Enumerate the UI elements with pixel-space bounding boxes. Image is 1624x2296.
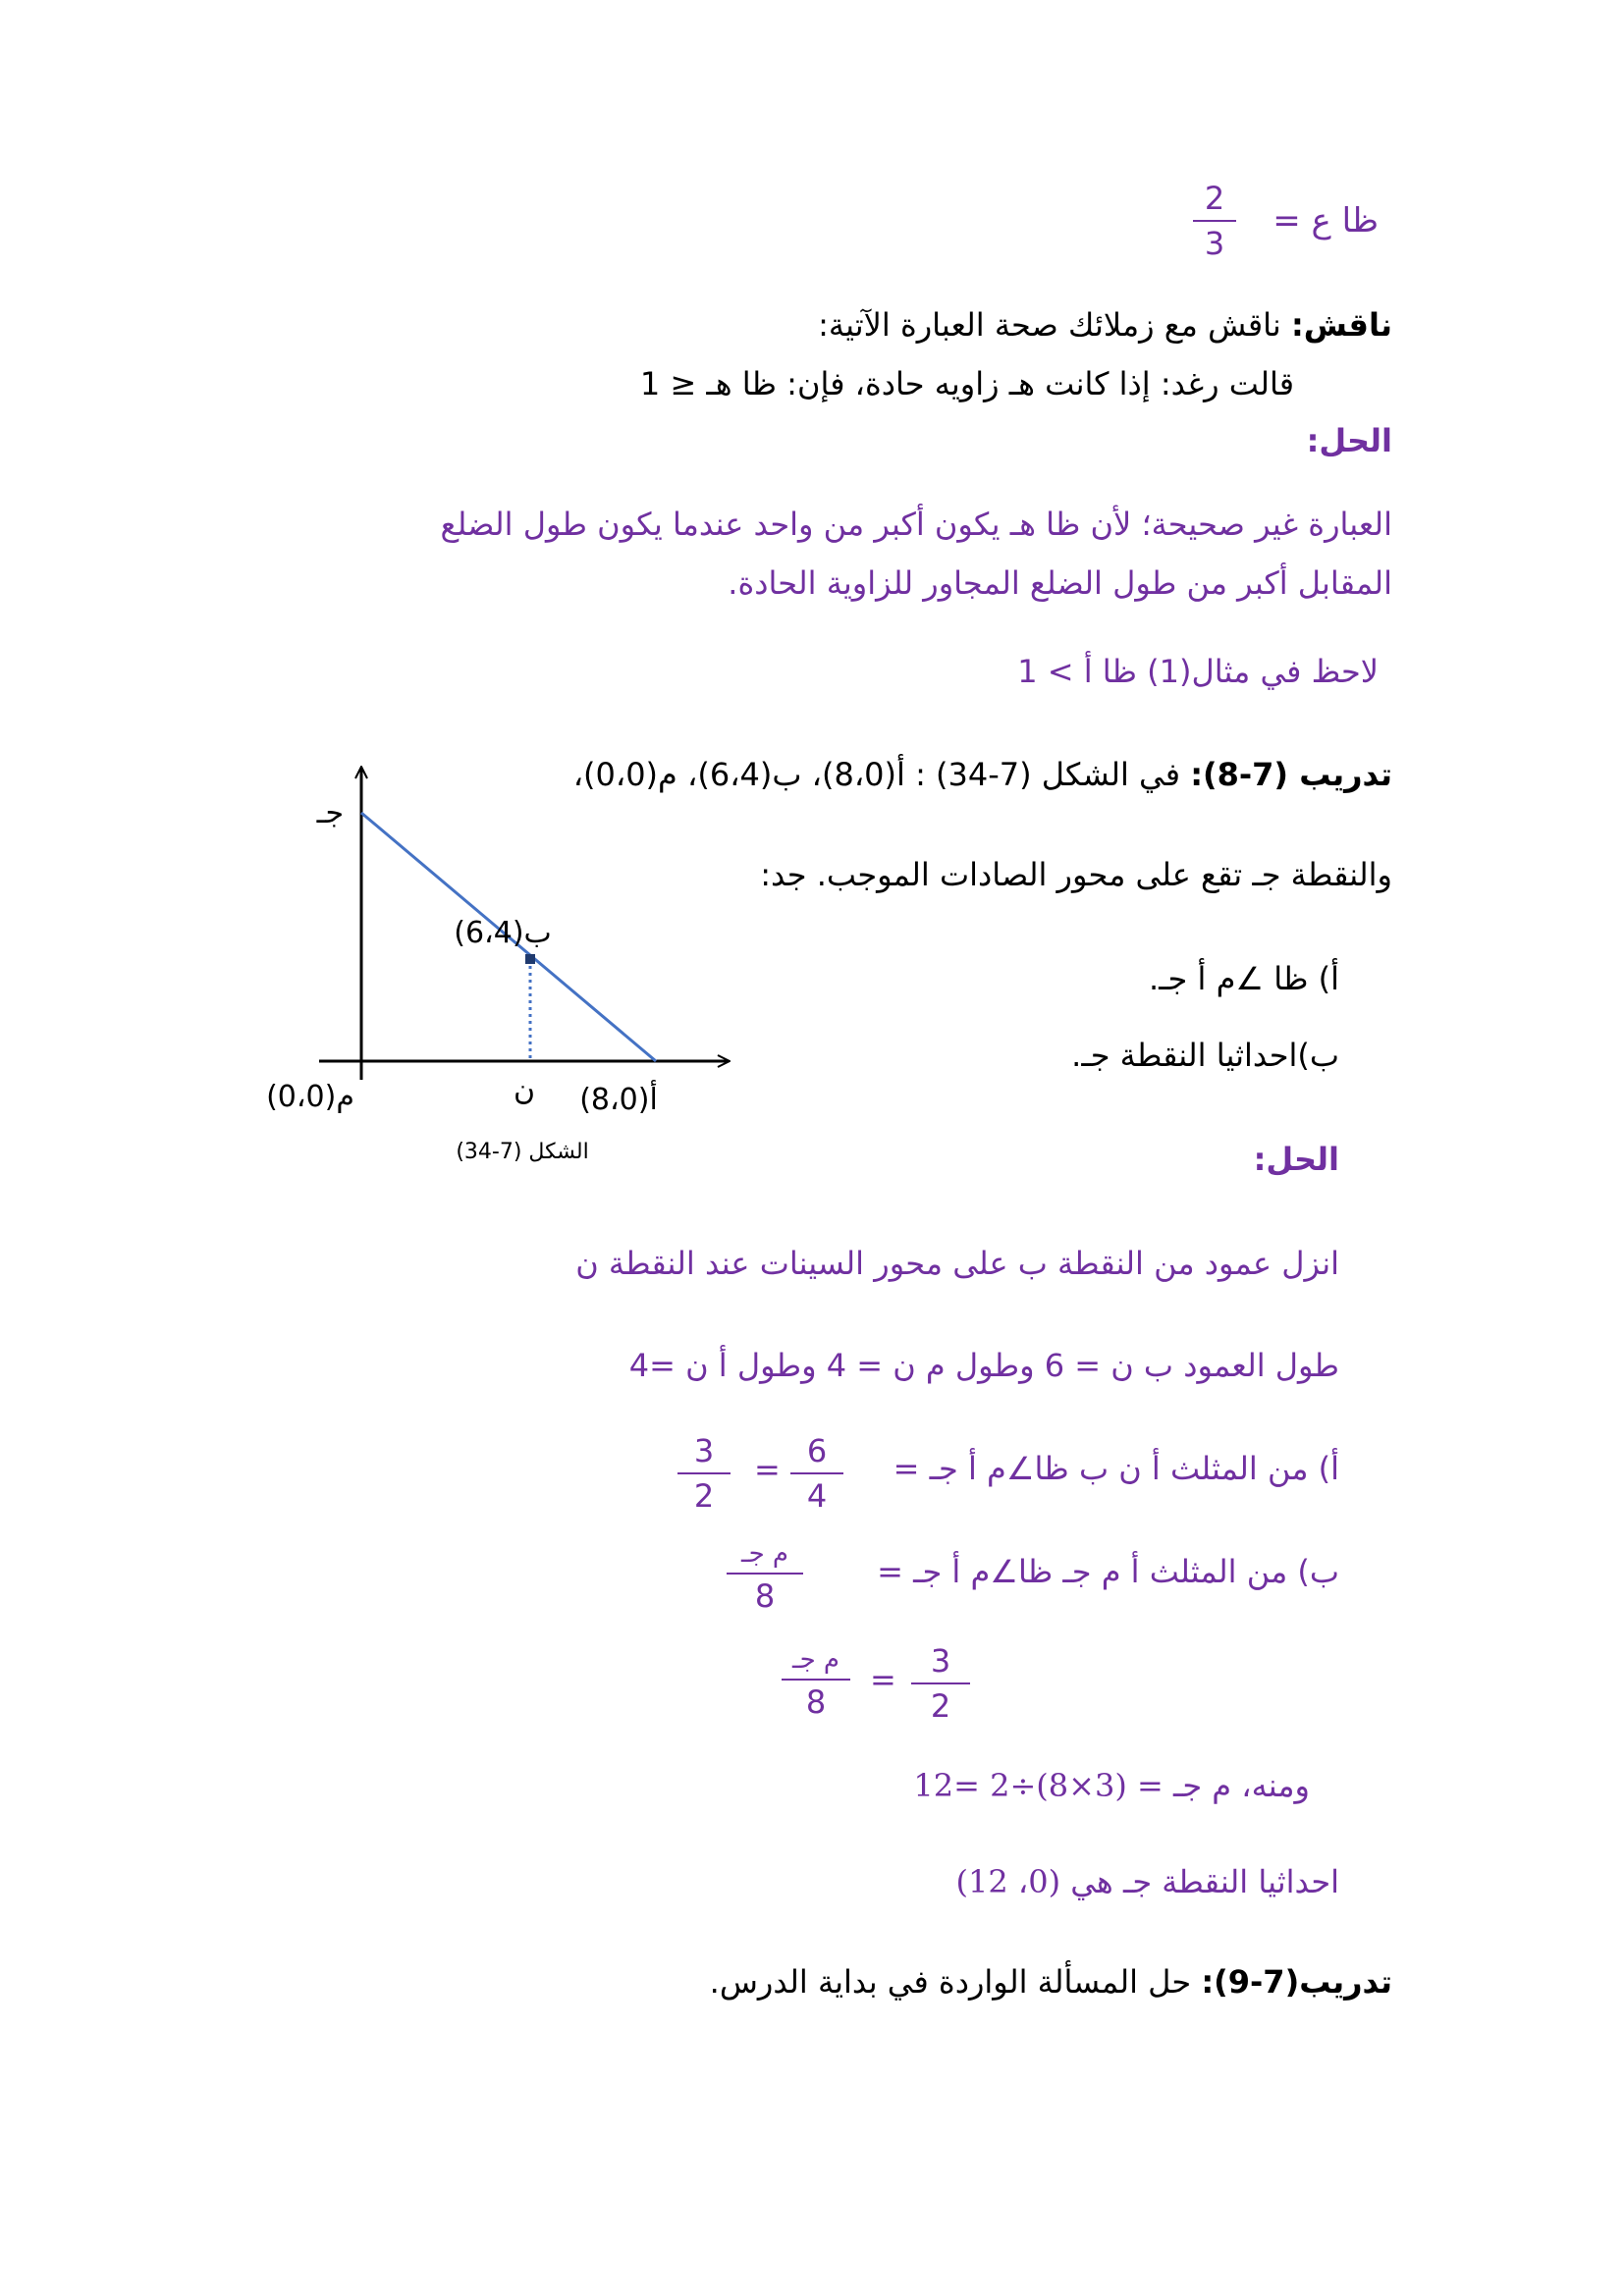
fraction-bar [790, 1472, 843, 1474]
solution2-step4-label: ب) من المثلث أ م جـ ظا∠م أ جـ = [877, 1553, 1339, 1590]
tan-label: ظا ع = [1272, 201, 1379, 240]
step5-f2-den: 2 [930, 1687, 951, 1725]
tan-numerator: 2 [1204, 180, 1225, 217]
exercise8-text: في الشكل (7-34) : أ(8،0)، ب(6،4)، م(0،0)، [572, 756, 1181, 793]
fraction-bar [782, 1679, 850, 1681]
label-m: م(0،0) [266, 1080, 354, 1114]
exercise8-title: تدريب (7-8): [1190, 756, 1392, 793]
step3-f1-den: 4 [806, 1477, 828, 1515]
solution2-step6: ومنه، م جـ = (3×8)÷2 =12 [913, 1767, 1310, 1804]
step3-f2-num: 3 [693, 1432, 715, 1469]
step3-fraction-1 [790, 1432, 843, 1515]
fraction-bar [727, 1573, 803, 1575]
exercise8-line2: والنقطة جـ تقع على محور الصادات الموجب. جد: [760, 856, 1392, 893]
discuss-statement: قالت رغد: إذا كانت هـ زاويه حادة، فإن: ظا هـ ≤ 1 [639, 365, 1294, 402]
solution2-step1: انزل عمود من النقطة ب على محور السينات عند النقطة ن [575, 1245, 1339, 1282]
step3-equals: = [754, 1451, 781, 1488]
step5-f2-num: 3 [930, 1642, 951, 1680]
exercise9-text: حل المسألة الواردة في بداية الدرس. [709, 1963, 1192, 2001]
step3-fraction-2 [677, 1432, 731, 1515]
step5-fraction-2 [911, 1642, 970, 1725]
label-n: ن [513, 1073, 536, 1107]
solution1-heading: الحل: [1306, 422, 1392, 459]
solution1-line2: المقابل أكبر من طول الضلع المجاور للزاوية الحادة. [728, 564, 1392, 602]
exercise9-line [710, 1963, 1392, 2001]
step4-f-num: م جـ [740, 1539, 789, 1569]
tan-denominator: 3 [1204, 225, 1225, 262]
step3-f2-den: 2 [693, 1477, 715, 1515]
solution2-heading: الحل: [1253, 1141, 1339, 1178]
solution1-line1: العبارة غير صحيحة؛ لأن ظا هـ يكون أكبر من واحد عندما يكون طول الضلع [440, 506, 1392, 543]
exercise8-item-a: أ) ظا ∠م أ جـ. [1149, 960, 1339, 997]
figure-caption: الشكل (7-34) [456, 1140, 589, 1164]
tan-fraction [1193, 180, 1236, 262]
step4-fraction [727, 1539, 803, 1615]
solution2-step2: طول العمود ب ن = 6 وطول م ن = 4 وطول أ ن =4 [628, 1347, 1339, 1384]
exercise9-title: تدريب(7-9): [1201, 1963, 1392, 2001]
discuss-title: ناقش: [1290, 306, 1392, 344]
exercise8-item-b: ب)احداثيا النقطة جـ. [1071, 1037, 1339, 1074]
point-b [525, 954, 535, 964]
label-b: ب(6،4) [454, 916, 552, 950]
step3-f1-num: 6 [806, 1432, 828, 1469]
triangle-figure [265, 756, 736, 1178]
solution1-note: لاحظ في مثال(1) ظا أ > 1 [1017, 653, 1379, 690]
solution2-step7: احداثيا النقطة جـ هي (0، 12) [955, 1863, 1339, 1900]
step5-f1-den: 8 [805, 1683, 827, 1721]
label-j: جـ [316, 796, 344, 830]
fraction-bar [1193, 220, 1236, 222]
step5-equals: = [870, 1661, 896, 1698]
label-a: أ(8،0) [579, 1083, 658, 1117]
discuss-text: ناقش مع زملائك صحة العبارة الآتية: [818, 306, 1281, 344]
step5-f1-num: م جـ [791, 1645, 840, 1675]
step5-fraction-1 [782, 1645, 850, 1721]
discuss-paragraph [818, 306, 1392, 344]
solution2-step3-label: أ) من المثلث أ ن ب ظا∠م أ جـ = [893, 1450, 1339, 1487]
fraction-bar [911, 1682, 970, 1684]
fraction-bar [677, 1472, 731, 1474]
step4-f-den: 8 [754, 1577, 776, 1615]
